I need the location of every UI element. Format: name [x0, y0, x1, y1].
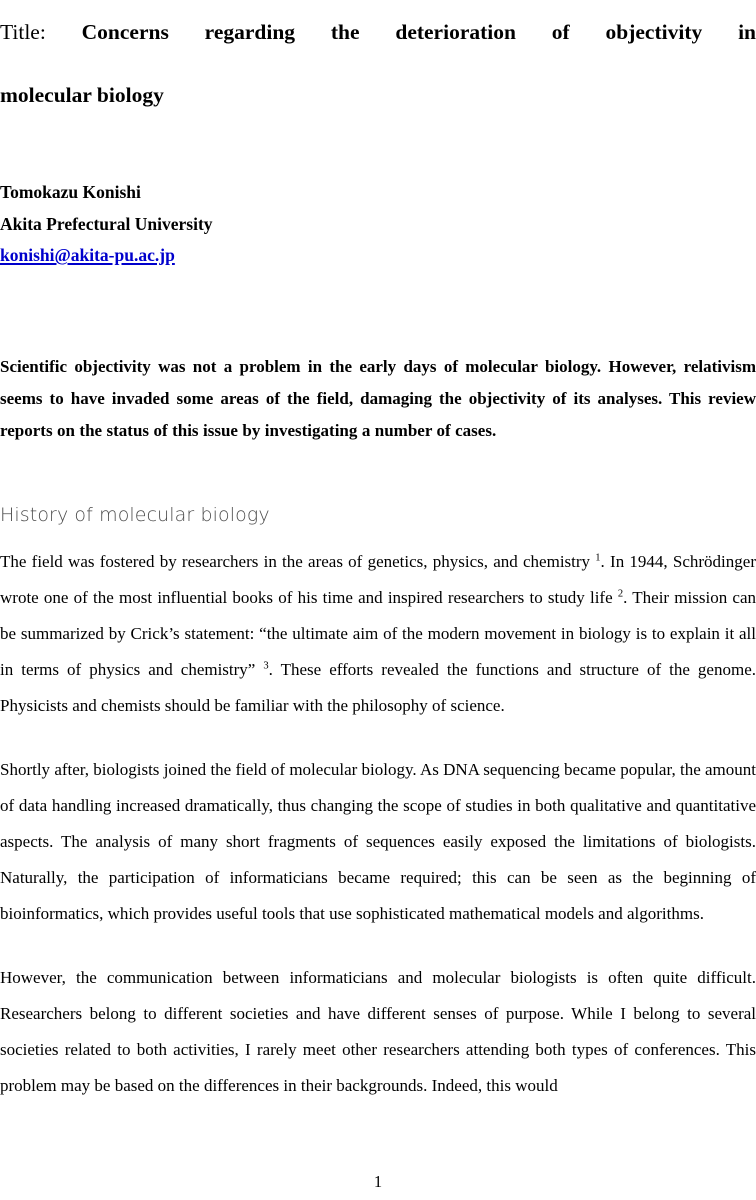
title-text-line-2: molecular biology — [0, 83, 164, 107]
body-paragraph: However, the communication between informaticians and molecular biologists is often quite difficult. Researchers belong to different societies and have different senses of purpose. While I belong to several societies related to both activities, I rarely meet other researchers attending both types of conferences. This problem may be based on the differences in their backgrounds. Indeed, this would — [0, 967, 756, 1095]
citation-superscript[interactable]: 3 — [263, 659, 269, 671]
author-email-row — [0, 240, 756, 272]
author-name: Tomokazu Konishi — [0, 182, 141, 202]
body-content — [0, 544, 756, 1104]
page-title — [0, 1, 756, 64]
page-number-footer: 1 — [373, 1172, 383, 1191]
author-block — [0, 177, 756, 272]
title-line-2 — [0, 64, 756, 127]
section-heading-history: History of molecular biology — [0, 503, 270, 526]
citation-superscript[interactable]: 1 — [595, 551, 601, 563]
body-paragraph: Shortly after, biologists joined the field of molecular biology. As DNA sequencing became popular, the amount of data handling increased dramatically, thus changing the scope of studies in both qualitative and quantitative aspects. The analysis of many short fragments of sequences easily exposed the limitations of biologists. Naturally, the participation of informaticians became required; this can be seen as the beginning of bioinformatics, which provides useful tools that use sophisticated mathematical models and algorithms. — [0, 759, 756, 923]
abstract-paragraph: Scientific objectivity was not a problem in the early days of molecular biology. However, relativism seems to have invaded some areas of the field, damaging the objectivity of its analyses. This review reports on the status of this issue by investigating a number of cases. — [0, 356, 756, 440]
body-paragraph: The field was fostered by researchers in the areas of genetics, physics, and chemistry $^1$. In 1944, Schrödinger wrote one of the most influential books of his time and inspired researchers to study life $^2$. Their mission can be summarized by Crick’s statement: “the ultimate aim of the modern movement in biology is to explain it all in terms of physics and chemistry” $^3$. These efforts revealed the functions and structure of the genome. Physicists and chemists should be familiar with the philosophy of science. — [0, 551, 756, 715]
author-email-link[interactable]: konishi@akita-pu.ac.jp — [0, 245, 175, 265]
title-text-line-1: Concerns regarding the deterioration of objectivity in — [81, 20, 756, 44]
citation-superscript[interactable]: 2 — [617, 587, 624, 599]
author-affiliation: Akita Prefectural University — [0, 213, 213, 234]
title-label: Title: — [0, 20, 46, 44]
title-block — [0, 0, 756, 127]
